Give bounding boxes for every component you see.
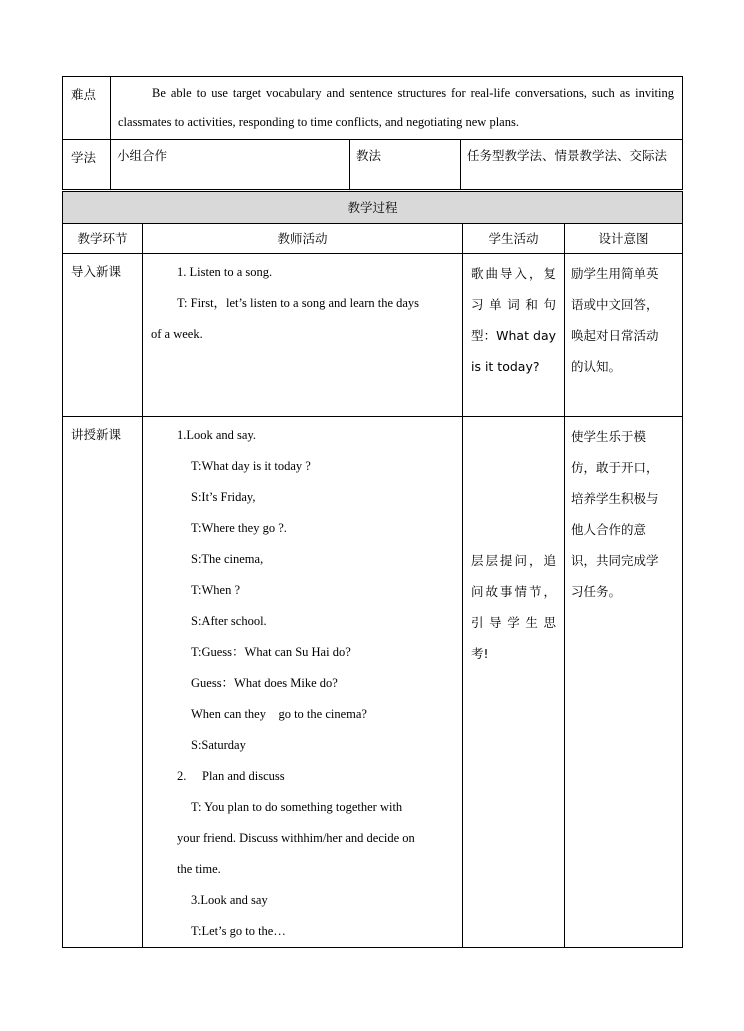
- student-line: 歌曲导入，复: [471, 266, 556, 281]
- design-line: 识，共同完成学: [571, 553, 659, 568]
- teacher-line: T: You plan to do something together with: [191, 800, 403, 814]
- teacher-line: When can they go to the cinema?: [191, 707, 367, 721]
- study-method-value: 小组合作: [117, 148, 168, 163]
- lesson-info-table: [62, 76, 683, 190]
- design-line: 仿，敢于开口，: [571, 460, 659, 475]
- design-line: 他人合作的意: [571, 522, 647, 537]
- teacher-line: S:Saturday: [191, 738, 246, 752]
- teacher-line: Guess：What does Mike do?: [191, 676, 338, 690]
- header-teacher: 教师活动: [143, 224, 463, 254]
- teacher-line: T:When ?: [191, 583, 241, 597]
- design-line: 习任务。: [571, 584, 622, 599]
- teacher-line: the time.: [177, 862, 221, 876]
- teacher-line: T:Guess：What can Su Hai do?: [191, 645, 351, 659]
- teacher-line: your friend. Discuss withhim/her and decide on: [177, 831, 415, 845]
- teacher-line: 3.Look and say: [191, 893, 268, 907]
- stage-label: 导入新课: [63, 254, 143, 417]
- teacher-line: 1.Look and say.: [177, 428, 257, 442]
- teacher-line: T: First，let’s listen to a song and learn the days: [177, 296, 420, 310]
- design-line: 的认知。: [571, 359, 622, 374]
- teaching-method-value: 任务型教学法、情景教学法、交际法: [467, 148, 668, 163]
- teacher-line: of a week.: [151, 327, 203, 341]
- teacher-line: S:After school.: [191, 614, 267, 628]
- design-line: 语或中文回答，: [571, 297, 659, 312]
- student-line: 考!: [471, 646, 489, 661]
- header-student: 学生活动: [463, 224, 565, 254]
- design-line: 唤起对日常活动: [571, 328, 659, 343]
- teacher-line: T:Let’s go to the…: [191, 924, 286, 938]
- difficulty-text: Be able to use target vocabulary and sentence structures for real-life conversations, such as inviting classmates to activities, responding to time conflicts, and negotiating new plans.: [118, 86, 674, 129]
- stage-label: 讲授新课: [63, 417, 143, 948]
- student-line: is it today?: [471, 359, 540, 374]
- teaching-process-table: [62, 191, 683, 948]
- design-line: 励学生用简单英: [571, 266, 659, 281]
- student-line: 问故事情节，: [471, 584, 556, 599]
- process-title: 教学过程: [63, 192, 683, 224]
- design-line: 使学生乐于模: [571, 429, 647, 444]
- table-row: [63, 417, 683, 948]
- table-row: [63, 254, 683, 417]
- header-design: 设计意图: [565, 224, 683, 254]
- student-line: 型：What day: [471, 328, 556, 343]
- teacher-line: S:It’s Friday,: [191, 490, 256, 504]
- teacher-line: S:The cinema,: [191, 552, 264, 566]
- difficulty-label: 难点: [63, 77, 111, 140]
- student-line: 习单词和句: [471, 297, 556, 312]
- student-line: 层层提问，追: [471, 553, 556, 568]
- header-stage: 教学环节: [63, 224, 143, 254]
- teacher-line: T:What day is it today ?: [191, 459, 311, 473]
- study-method-label: 学法: [63, 140, 111, 190]
- teacher-line: 1. Listen to a song.: [177, 265, 273, 279]
- student-line: 引导学生思: [471, 615, 556, 630]
- teaching-method-label: 教法: [356, 148, 382, 163]
- design-line: 培养学生积极与: [571, 491, 659, 506]
- teacher-line: 2. Plan and discuss: [177, 769, 285, 783]
- teacher-line: T:Where they go ?.: [191, 521, 287, 535]
